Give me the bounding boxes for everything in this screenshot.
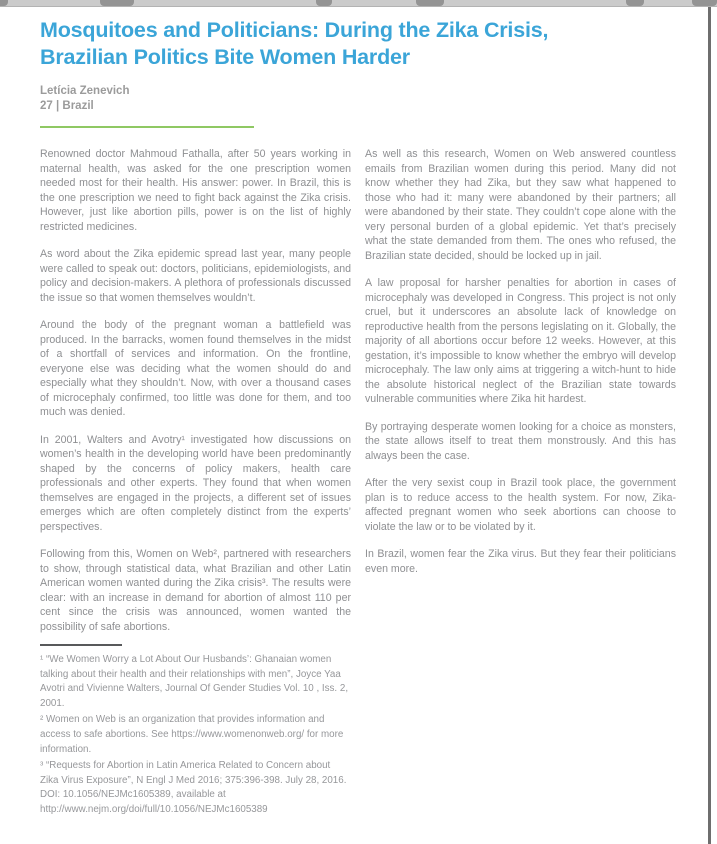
page-edge-line <box>708 6 711 844</box>
footnote: ³ “Requests for Abortion in Latin America Related to Concern about Zika Virus Exposure”, N Engl J Med 2016; 375:396-398. July 28, 2016. DOI: 10.1056/NEJMc1605389, available at http://www.nejm.org/doi/full/10.1056/NEJMc1605389 <box>40 760 347 815</box>
tab-notch <box>692 0 717 6</box>
page-title-line-1: Mosquitoes and Politicians: During the Zika Crisis, <box>40 18 549 42</box>
article-paragraph: Renowned doctor Mahmoud Fathalla, after 50 years working in maternal health, was asked for the one prescription women needed most for their health. His answer: power. In Brazil, this is the one prescription we need to fight back against the Zika crisis. However, just like abortion pills, power is on the list of highly restricted medicines. <box>40 148 351 233</box>
article-paragraph: By portraying desperate women looking for a choice as monsters, the state allows itself to treat them monstrously. And this has always been the case. <box>365 420 676 462</box>
article-paragraph: A law proposal for harsher penalties for abortion in cases of microcephaly was developed in Congress. This project is not only cruel, but it underscores an absolute lack of knowledge on reproductive health from the persons legislating on it. Globally, the majority of all abortions occur before 12 weeks. However, at this gestation, it’s impossible to know whether the embryo will develop microcephaly. The law only aims at triggering a witch-hunt to hide the absolute historical neglect of the Brazilian state towards vulnerable communities where Zika hit hardest. <box>365 277 676 405</box>
author-block <box>40 84 677 114</box>
article-paragraph: As well as this research, Women on Web answered countless emails from Brazilian women during this period. Many did not know whether they had Zika, but they saw what happened to those who had it: many were abandoned by their partners; all were abandoned by their state. They couldn’t cope alone with the very personal burden of a global epidemic. Yet that’s precisely what the state demanded from them. The ones who refused, the Brazilian state decided, should be locked up in jail. <box>365 148 676 262</box>
footnote: ² Women on Web is an organization that provides information and access to safe abortions. See https://www.womenonweb.org/ for more information. <box>40 714 344 755</box>
tab-notch <box>416 0 444 6</box>
tab-notch <box>0 0 8 6</box>
footnote: ¹ “We Women Worry a Lot About Our Husbands’: Ghanaian women talking about their health and their relationships with men”, Joyce Yaa Avotri and Vivienne Walters, Journal Of Gender Studies Vol. 10 , Iss. 2, 2001. <box>40 654 349 709</box>
article-paragraph: In Brazil, women fear the Zika virus. But they fear their politicians even more. <box>365 548 676 575</box>
title-underline <box>40 126 254 128</box>
article-paragraph: Following from this, Women on Web², partnered with researchers to show, through statistical data, what Brazilian and other Latin American women wanted during the Zika crisis³. The results were clear: with an increase in demand for abortion of almost 110 per cent since the crisis was announced, women wanted the possibility of safe abortions. <box>40 548 351 633</box>
author-name: Letícia Zenevich <box>40 85 130 97</box>
article-paragraph: As word about the Zika epidemic spread last year, many people were called to speak out: doctors, politicians, epidemiologists, and policy and decision-makers. A plethora of professionals discussed the issue so that women themselves wouldn’t. <box>40 248 351 304</box>
browser-tab-strip <box>0 0 717 7</box>
left-column-paragraphs <box>40 147 351 634</box>
article-paragraph: Around the body of the pregnant woman a battlefield was produced. In the barracks, women found themselves in the midst of a shortfall of services and information. On the frontline, everyone else was deciding what the women should do and especially what they shouldn’t. Now, with over a thousand cases of microcephaly confirmed, too little was done for them, and too much was denied. <box>40 319 351 418</box>
page-title-line-2: Brazilian Politics Bite Women Harder <box>40 45 410 69</box>
author-age-country: 27 | Brazil <box>40 100 94 112</box>
footnotes-block <box>40 644 351 818</box>
tab-notch <box>316 0 332 6</box>
page-title <box>40 17 677 71</box>
footnote-list <box>40 653 351 818</box>
tab-notch <box>100 0 134 6</box>
right-column-paragraphs <box>365 147 676 576</box>
article-paragraph: In 2001, Walters and Avotry¹ investigated how discussions on women’s health in the developing world have been predominantly shaped by the concerns of policy makers, health care professionals and other experts. They found that when women themselves are engaged in the projects, a different set of issues emerges which are often completely distinct from the experts’ perspectives. <box>40 433 351 533</box>
article-page <box>40 7 677 818</box>
footnote-separator <box>40 644 122 646</box>
article-columns <box>40 147 677 818</box>
left-column <box>40 147 351 818</box>
tab-notch <box>626 0 644 6</box>
right-column <box>365 147 676 818</box>
article-paragraph: After the very sexist coup in Brazil took place, the government plan is to reduce access to the health system. For now, Zika-affected pregnant women who seek abortions can choose to violate the law or to be violated by it. <box>365 477 676 533</box>
